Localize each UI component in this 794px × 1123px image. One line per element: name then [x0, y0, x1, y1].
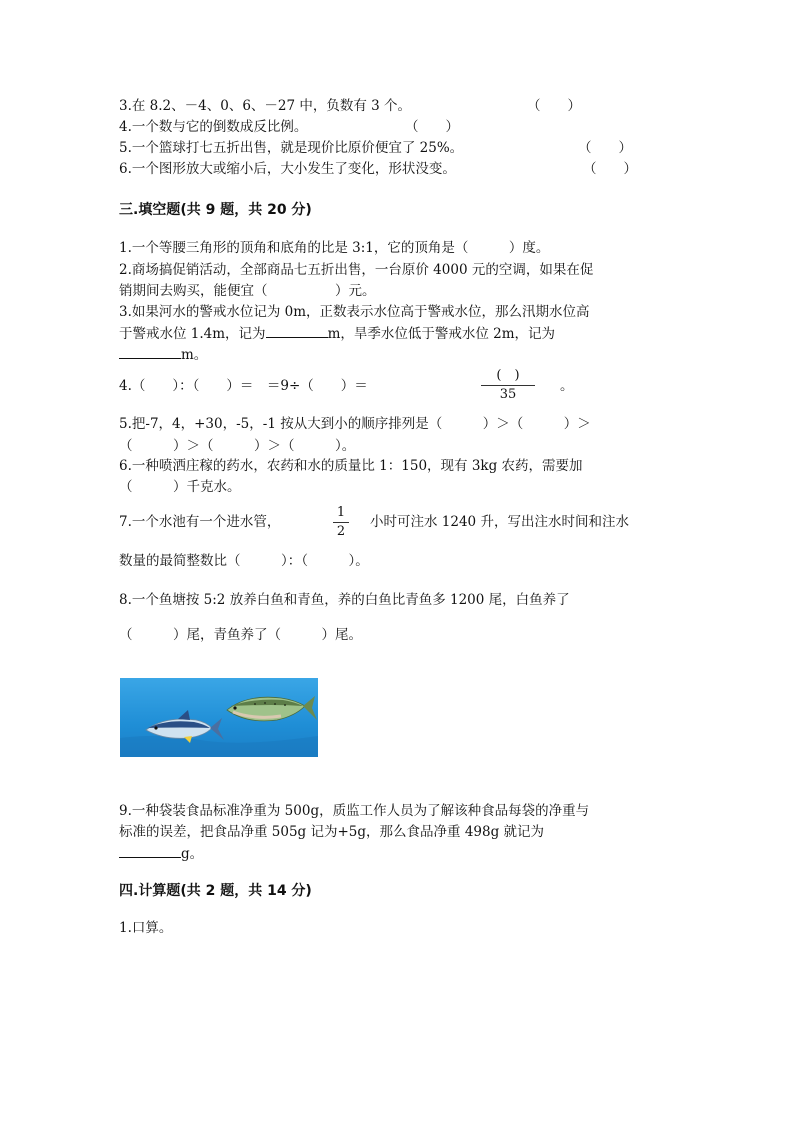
fill-q4-fraction	[481, 368, 535, 403]
fill-q9-line1: 9.一种袋装食品标准净重为 500g，质监工作人员为了解该种食品每袋的净重与	[119, 803, 590, 819]
fill-q3-text-b: m，旱季水位低于警戒水位 2m，记为	[327, 326, 556, 342]
fill-q5-line1: 5.把-7，4，+30，-5，-1 按从大到小的顺序排列是（ ）＞（ ）＞	[119, 416, 591, 432]
fill-q7-line1-b: 小时可注水 1240 升，写出注水时间和注水	[370, 514, 629, 530]
fill-q2-line2: 销期间去购买，能便宜（ ）元。	[119, 283, 376, 299]
fill-q9-line3	[119, 843, 203, 864]
fill-q5-line2: （ ）＞（ ）＞（ ）。	[119, 438, 356, 454]
fill-q3-line1: 3.如果河水的警戒水位记为 0m，正数表示水位高于警戒水位，那么汛期水位高	[119, 304, 590, 320]
fill-q7-fraction	[333, 505, 349, 540]
section3-title: 三.填空题(共 9 题，共 20 分)	[119, 202, 312, 218]
fill-q3-blank-2[interactable]	[119, 344, 181, 359]
fill-q8-line1: 8.一个鱼塘按 5:2 放养白鱼和青鱼，养的白鱼比青鱼多 1200 尾，白鱼养了	[119, 592, 570, 608]
fraction-bar	[481, 385, 535, 386]
judge-q4: 4.一个数与它的倒数成反比例。	[119, 119, 308, 135]
trout-fish	[227, 696, 317, 721]
judge-q3: 3.在 8.2、－4、0、6、－27 中，负数有 3 个。	[119, 98, 412, 114]
judge-q6-answer-paren[interactable]: （ ）	[583, 161, 637, 177]
fill-q3-text-c: m。	[181, 347, 208, 363]
fish-icon	[120, 678, 318, 757]
fill-q6-line2: （ ）千克水。	[119, 479, 241, 495]
fill-q9-text-c: g。	[181, 846, 204, 862]
fill-q2-line1: 2.商场搞促销活动，全部商品七五折出售，一台原价 4000 元的空调，如果在促	[119, 262, 594, 278]
judge-q4-answer-paren[interactable]: （ ）	[405, 119, 459, 135]
judge-q5-answer-paren[interactable]: （ ）	[578, 140, 632, 156]
fill-q3-blank-1[interactable]	[266, 323, 328, 338]
fill-q9-line2: 标准的误差，把食品净重 505g 记为+5g，那么食品净重 498g 就记为	[119, 824, 545, 840]
judge-q5: 5.一个篮球打七五折出售，就是现价比原价便宜了 25%。	[119, 140, 464, 156]
fish-illustration	[120, 678, 318, 757]
fill-q3-text-a: 于警戒水位 1.4m，记为	[119, 326, 266, 342]
fill-q7-line1-a: 7.一个水池有一个进水管，	[119, 514, 281, 530]
calc-q1: 1.口算。	[119, 920, 173, 936]
judge-q3-answer-paren[interactable]: （ ）	[527, 98, 581, 114]
fill-q9-blank[interactable]	[119, 843, 181, 858]
fill-q4-fraction-denominator: 35	[499, 387, 517, 402]
fill-q4-fraction-numerator[interactable]: ( )	[496, 368, 520, 383]
fill-q6-line1: 6.一种喷洒庄稼的药水，农药和水的质量比 1：150，现有 3kg 农药，需要加	[119, 458, 583, 474]
fill-q1: 1.一个等腰三角形的顶角和底角的比是 3:1，它的顶角是（ ）度。	[119, 240, 550, 256]
fraction-bar	[333, 522, 349, 523]
fill-q7-fraction-denominator: 2	[336, 524, 346, 539]
fill-q8-line2: （ ）尾，青鱼养了（ ）尾。	[119, 627, 362, 643]
fill-q4-end: 。	[560, 378, 574, 394]
fill-q7-fraction-numerator: 1	[336, 505, 346, 520]
fill-q3-line3	[119, 344, 207, 365]
fill-q3-line2	[119, 323, 555, 344]
fill-q7-line2: 数量的最简整数比（ ）：（ ）。	[119, 553, 369, 569]
section4-title: 四.计算题(共 2 题，共 14 分)	[119, 883, 312, 899]
judge-q6: 6.一个图形放大或缩小后，大小发生了变化，形状没变。	[119, 161, 456, 177]
fill-q4: 4.（ ）：（ ）＝ ＝9÷（ ）＝	[119, 378, 368, 394]
